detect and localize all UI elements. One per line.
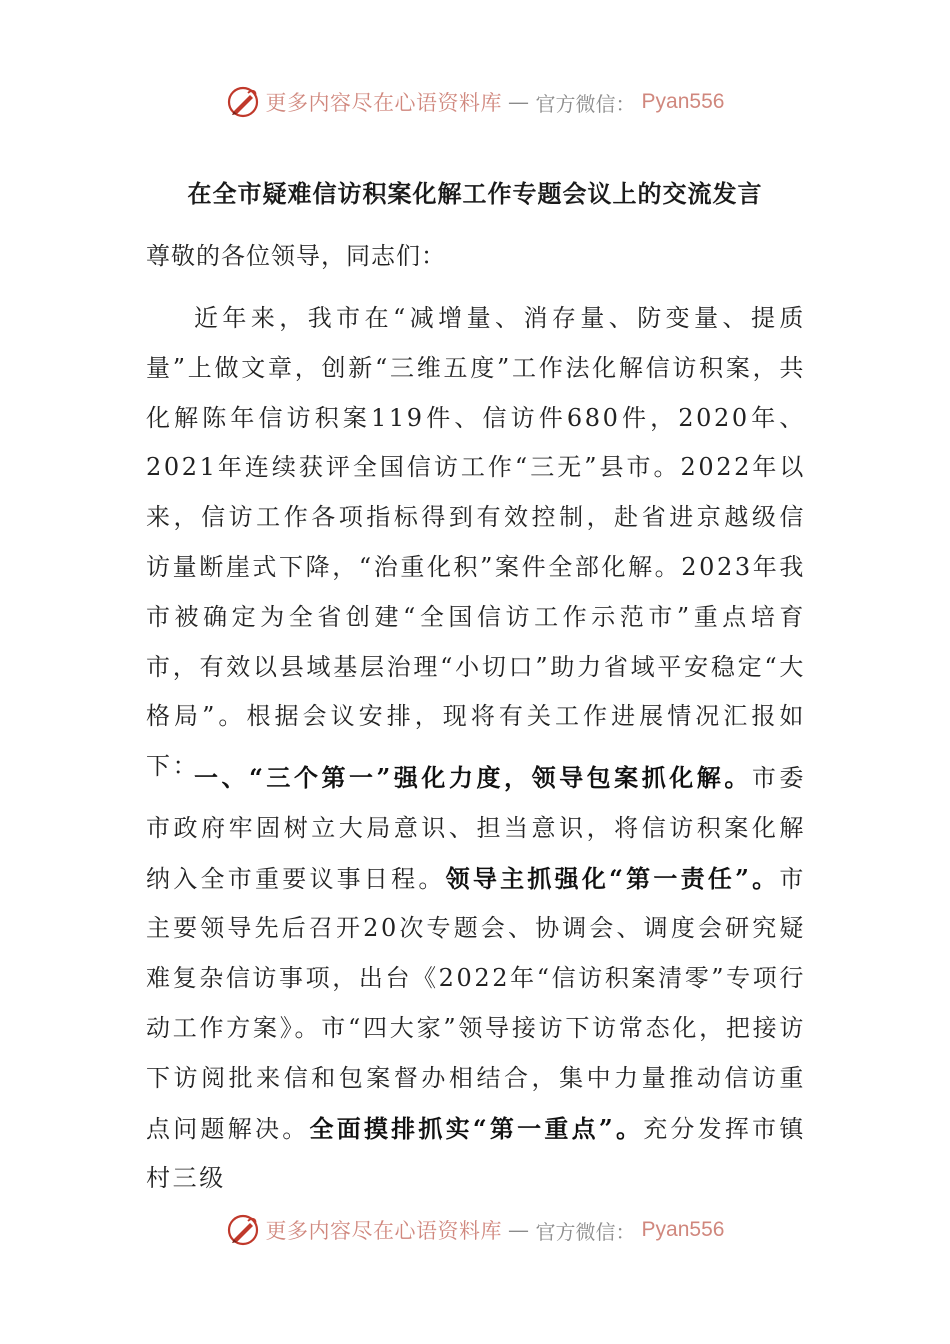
section-text: 充分发挥市镇村三级 — [146, 1114, 806, 1193]
watermark-separator: — — [508, 1218, 530, 1242]
document-title: 在全市疑难信访积案化解工作专题会议上的交流发言 — [187, 179, 763, 208]
watermark-label: 官方微信： — [535, 1219, 636, 1244]
pen-logo-icon — [226, 85, 260, 119]
watermark-header — [0, 82, 950, 122]
section-heading: 一、“三个第一”强化力度，领导包案抓化解。 — [194, 763, 752, 792]
watermark-main-text: 更多内容尽在心语资料库 — [265, 91, 503, 115]
watermark-label: 官方微信： — [535, 91, 636, 116]
pen-logo-icon — [226, 1213, 260, 1247]
watermark-separator: — — [508, 90, 530, 114]
watermark-footer — [0, 1210, 950, 1250]
watermark-main-text: 更多内容尽在心语资料库 — [265, 1219, 503, 1243]
watermark-wechat-id: Pyan556 — [641, 90, 725, 113]
watermark-wechat-id: Pyan556 — [641, 1218, 725, 1241]
section-text: 市主要领导先后召开20次专题会、协调会、调度会研究疑难复杂信访事项，出台《2022年“信访积案清零”专项行动工作方案》。市“四大家”领导接访下访常态化，把接访下访阅批来信和包案督办相结合，集中力量推动信访重点问题解决。 — [146, 864, 806, 1143]
paragraph-section-one — [146, 753, 806, 1204]
subheading-first-priority: 全面摸排抓实“第一重点”。 — [309, 1113, 644, 1143]
section-text: 市委市政府牢固树立大局意识、担当意识，将信访积案化解纳入全市重要议事日程。 — [146, 764, 806, 893]
salutation: 尊敬的各位领导，同志们： — [146, 242, 446, 270]
subheading-first-responsibility: 领导主抓强化“第一责任”。 — [445, 863, 780, 893]
paragraph-intro: 近年来，我市在“减增量、消存量、防变量、提质量”上做文章，创新“三维五度”工作法化解信访积案，共化解陈年信访积案119件、信访件680件，2020年、2021年连续获评全国信访工作“三无”县市。2022年以来，信访工作各项指标得到有效控制，赴省进京越级信访量断崖式下降，“治重化积”案件全部化解。2023年我市被确定为全省创建“全国信访工作示范市”重点培育市，有效以县域基层治理“小切口”助力省域平安稳定“大格局”。根据会议安排，现将有关工作进展情况汇报如下： — [146, 304, 806, 781]
